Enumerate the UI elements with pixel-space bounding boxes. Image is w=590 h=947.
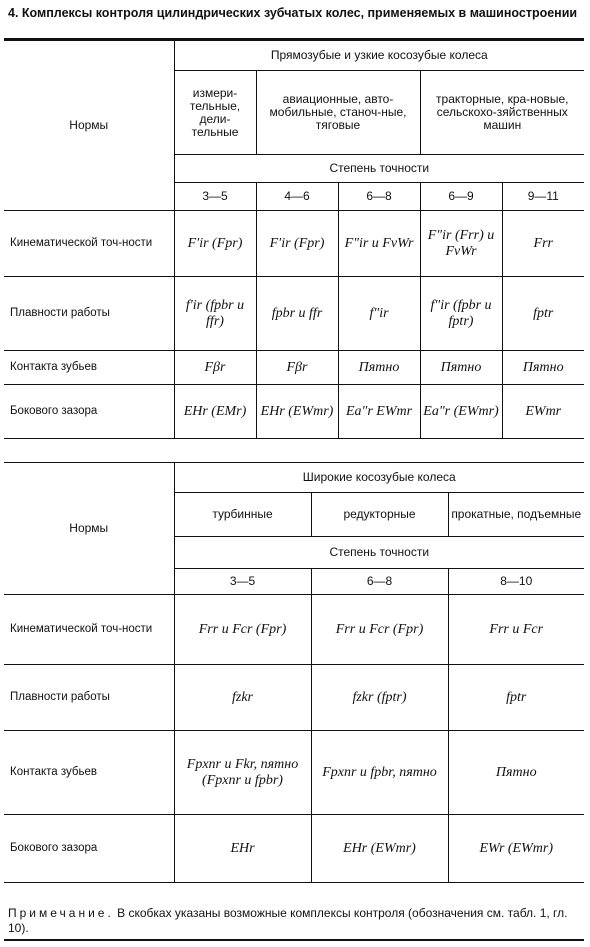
norm-label: Бокового зазора: [4, 385, 174, 439]
table-row: [4, 595, 584, 665]
value-cell: fptr: [448, 665, 584, 731]
value-cell: Пятно: [420, 351, 502, 385]
table-row: [4, 815, 584, 883]
norm-label: Контакта зубьев: [4, 351, 174, 385]
value-cell: fpbr и ffr: [256, 277, 338, 351]
value-cell: Пятно: [448, 731, 584, 815]
value-cell: Ea″r EWmr: [338, 385, 420, 439]
norm-label: Бокового зазора: [4, 815, 174, 883]
footnote-text: В скобках указаны возможные комплексы контроля (обозначения см. табл. 1, гл. 10).: [8, 906, 568, 935]
degree-cell: 6—8: [338, 183, 420, 211]
value-cell: Frr и Fcr: [448, 595, 584, 665]
degree-header: Степень точности: [174, 537, 584, 569]
table-row: [4, 351, 584, 385]
degree-header: Степень точности: [174, 155, 584, 183]
value-cell: F″ir и FvWr: [338, 211, 420, 277]
bottom-rule: [4, 939, 584, 941]
category-header: редукторные: [311, 493, 448, 537]
value-cell: Пятно: [502, 351, 584, 385]
norm-label: Кинематической точ-ности: [4, 595, 174, 665]
value-cell: fzkr (fptr): [311, 665, 448, 731]
group-header: Широкие косозубые колеса: [174, 463, 584, 493]
value-cell: Fpxnr и Fkr, пятно (Fpxnr и fpbr): [174, 731, 311, 815]
degree-cell: 8—10: [448, 569, 584, 595]
table-row: [4, 665, 584, 731]
value-cell: F′ir (Fpr): [174, 211, 256, 277]
value-cell: F′ir (Fpr): [256, 211, 338, 277]
norm-label: Контакта зубьев: [4, 731, 174, 815]
degree-cell: 4—6: [256, 183, 338, 211]
value-cell: Fβr: [256, 351, 338, 385]
table-row: [4, 731, 584, 815]
degree-cell: 6—9: [420, 183, 502, 211]
category-header: авиационные, авто-мобильные, станоч-ные, тяговые: [256, 71, 420, 155]
value-cell: EHr: [174, 815, 311, 883]
norms-header: Нормы: [4, 463, 174, 595]
value-cell: Пятно: [338, 351, 420, 385]
category-header: измери-тельные, дели-тельные: [174, 71, 256, 155]
value-cell: f″ir: [338, 277, 420, 351]
table-row: [4, 277, 584, 351]
degree-cell: 3—5: [174, 183, 256, 211]
degree-cell: 3—5: [174, 569, 311, 595]
value-cell: fptr: [502, 277, 584, 351]
category-header: тракторные, кра-новые, сельскохо-зяйственных машин: [420, 71, 584, 155]
value-cell: f″ir (fpbr и fptr): [420, 277, 502, 351]
norm-label: Кинематической точ-ности: [4, 211, 174, 277]
value-cell: F″ir (Frr) и FvWr: [420, 211, 502, 277]
value-cell: Frr: [502, 211, 584, 277]
footnote: [8, 906, 583, 936]
value-cell: Frr и Fcr (Fpr): [174, 595, 311, 665]
footnote-label: Примечание.: [8, 906, 114, 920]
value-cell: Ea″r (EWmr): [420, 385, 502, 439]
degree-cell: 9—11: [502, 183, 584, 211]
norm-label: Плавности работы: [4, 277, 174, 351]
value-cell: EWmr: [502, 385, 584, 439]
table-row: [4, 385, 584, 439]
value-cell: fzkr: [174, 665, 311, 731]
value-cell: EWr (EWmr): [448, 815, 584, 883]
value-cell: EHr (EMr): [174, 385, 256, 439]
table-wide-helical-gears: [4, 462, 584, 883]
category-header: турбинные: [174, 493, 311, 537]
table-title: 4. Комплексы контроля цилиндрических зубчатых колес, применяемых в машиностроении: [8, 6, 578, 20]
degree-cell: 6—8: [311, 569, 448, 595]
value-cell: Fpxnr и fpbr, пятно: [311, 731, 448, 815]
value-cell: EHr (EWmr): [256, 385, 338, 439]
value-cell: Fβr: [174, 351, 256, 385]
table-row: [4, 211, 584, 277]
value-cell: Frr и Fcr (Fpr): [311, 595, 448, 665]
value-cell: f′ir (fpbr и ffr): [174, 277, 256, 351]
value-cell: EHr (EWmr): [311, 815, 448, 883]
norm-label: Плавности работы: [4, 665, 174, 731]
category-header: прокатные, подъемные: [448, 493, 584, 537]
norms-header: Нормы: [4, 41, 174, 211]
table-straight-gears: [4, 40, 584, 439]
group-header: Прямозубые и узкие косозубые колеса: [174, 41, 584, 71]
